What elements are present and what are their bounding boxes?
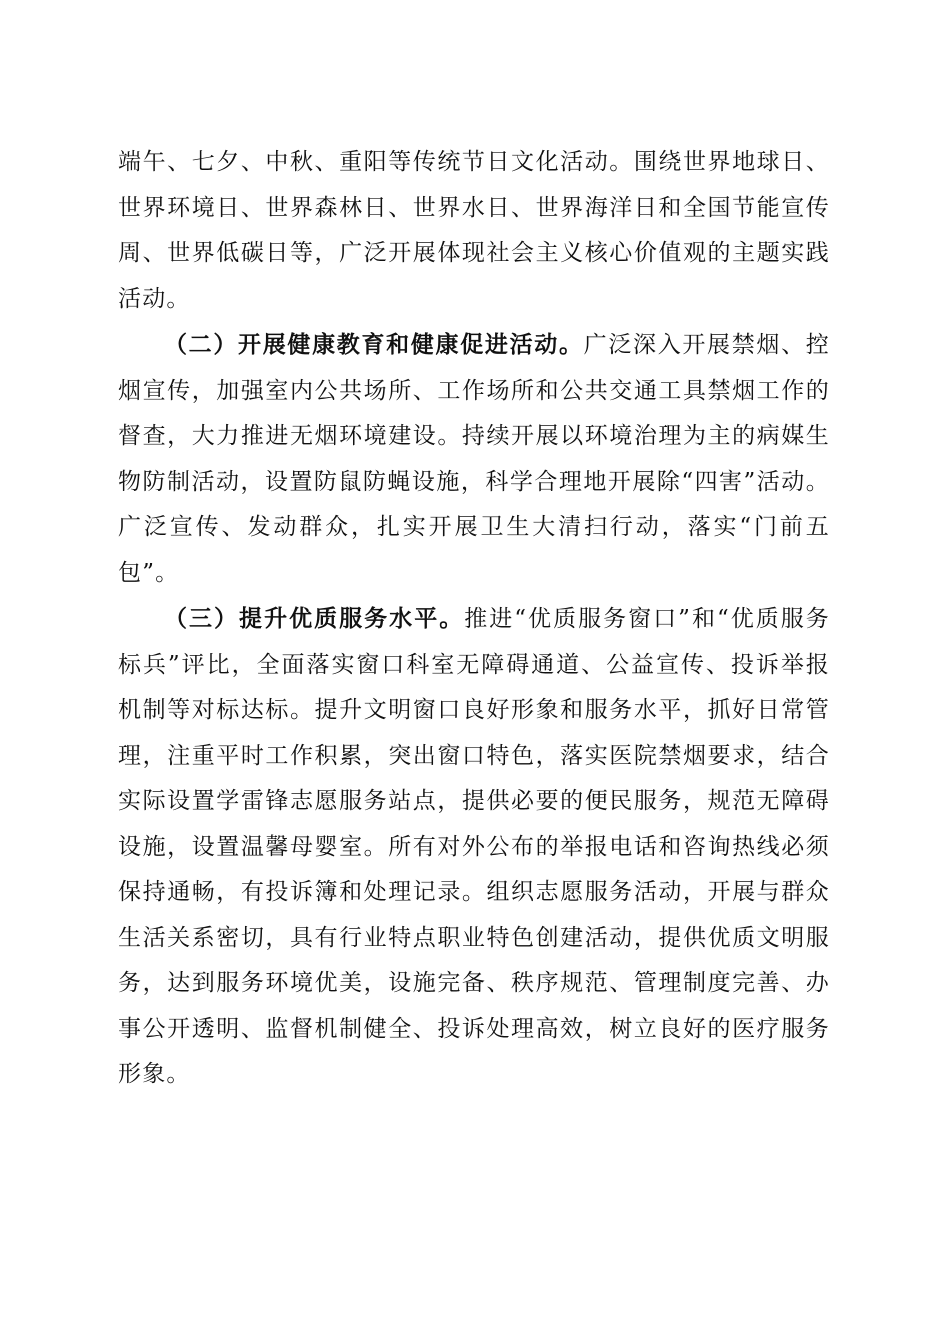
paragraph-text: 端午、七夕、中秋、重阳等传统节日文化活动。围绕世界地球日、世界环境日、世界森林日、世界水日、世界海洋日和全国节能宣传周、世界低碳日等，广泛开展体现社会主义核心价值观的主题实践活动。 [118, 149, 830, 312]
paragraph-continuation [118, 140, 830, 322]
paragraph-text: 广泛深入开展禁烟、控烟宣传，加强室内公共场所、工作场所和公共交通工具禁烟工作的督查，大力推进无烟环境建设。持续开展以环境治理为主的病媒生物防制活动，设置防鼠防蝇设施，科学合理地开展除“四害”活动。广泛宣传、发动群众，扎实开展卫生大清扫行动，落实“门前五包”。 [118, 332, 830, 586]
section-heading-2: （二）开展健康教育和健康促进活动。 [164, 331, 584, 358]
section-heading-3: （三）提升优质服务水平。 [164, 605, 465, 632]
paragraph-health-education [118, 322, 830, 596]
paragraph-text: 推进“优质服务窗口”和“优质服务标兵”评比，全面落实窗口科室无障碍通道、公益宣传、投诉举报机制等对标达标。提升文明窗口良好形象和服务水平，抓好日常管理，注重平时工作积累，突出窗口特色，落实医院禁烟要求，结合实际设置学雷锋志愿服务站点，提供必要的便民服务，规范无障碍设施，设置温馨母婴室。所有对外公布的举报电话和咨询热线必须保持通畅，有投诉簿和处理记录。组织志愿服务活动，开展与群众生活关系密切，具有行业特点职业特色创建活动，提供优质文明服务，达到服务环境优美，设施完备、秩序规范、管理制度完善、办事公开透明、监督机制健全、投诉处理高效，树立良好的医疗服务形象。 [118, 606, 830, 1087]
paragraph-service-quality [118, 596, 830, 1098]
document-body [118, 140, 830, 1098]
